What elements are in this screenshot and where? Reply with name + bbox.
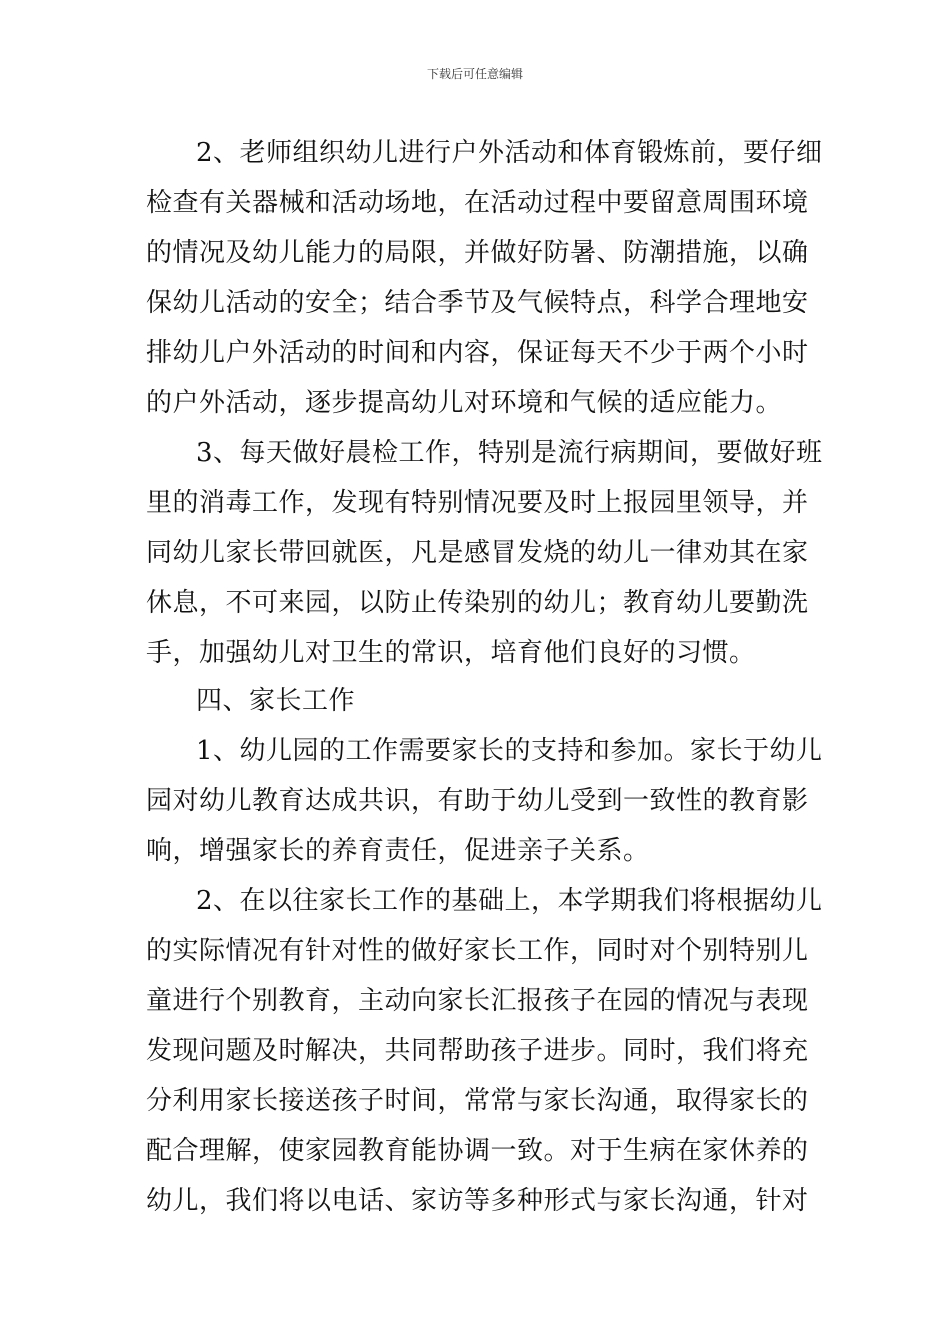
text-line: 保幼儿活动的安全；结合季节及气候特点，科学合理地安 bbox=[146, 288, 809, 318]
text-line: 手，加强幼儿对卫生的常识，培育他们良好的习惯。 bbox=[146, 638, 756, 668]
text-line: 配合理解，使家园教育能协调一致。对于生病在家休养的 bbox=[146, 1136, 809, 1166]
text-line: 同幼儿家长带回就医，凡是感冒发烧的幼儿一律劝其在家 bbox=[146, 538, 809, 568]
text-line: 3、每天做好晨检工作，特别是流行病期间，要做好班 bbox=[196, 438, 823, 468]
text-line: 的户外活动，逐步提高幼儿对环境和气候的适应能力。 bbox=[146, 388, 783, 418]
text-line: 的情况及幼儿能力的局限，并做好防暑、防潮措施，以确 bbox=[146, 238, 809, 268]
section-heading: 四、家长工作 bbox=[196, 686, 356, 716]
text-line: 分利用家长接送孩子时间，常常与家长沟通，取得家长的 bbox=[146, 1086, 809, 1116]
text-line: 童进行个别教育，主动向家长汇报孩子在园的情况与表现 bbox=[146, 986, 809, 1016]
text-line: 发现问题及时解决，共同帮助孩子进步。同时，我们将充 bbox=[146, 1036, 809, 1066]
text-line: 响，增强家长的养育责任，促进亲子关系。 bbox=[146, 836, 650, 866]
text-line: 园对幼儿教育达成共识，有助于幼儿受到一致性的教育影 bbox=[146, 786, 809, 816]
text-line: 里的消毒工作，发现有特别情况要及时上报园里领导，并 bbox=[146, 488, 809, 518]
text-line: 1、幼儿园的工作需要家长的支持和参加。家长于幼儿 bbox=[196, 736, 823, 766]
text-line: 检查有关器械和活动场地，在活动过程中要留意周围环境 bbox=[146, 188, 809, 218]
text-line: 幼儿，我们将以电话、家访等多种形式与家长沟通，针对 bbox=[146, 1186, 809, 1216]
text-line: 的实际情况有针对性的做好家长工作，同时对个别特别儿 bbox=[146, 936, 809, 966]
text-line: 2、老师组织幼儿进行户外活动和体育锻炼前，要仔细 bbox=[196, 138, 823, 168]
text-line: 休息，不可来园，以防止传染别的幼儿；教育幼儿要勤洗 bbox=[146, 588, 809, 618]
text-line: 2、在以往家长工作的基础上，本学期我们将根据幼儿 bbox=[196, 886, 823, 916]
page-header: 下载后可任意编辑 bbox=[426, 67, 523, 81]
text-line: 排幼儿户外活动的时间和内容，保证每天不少于两个小时 bbox=[146, 338, 809, 368]
